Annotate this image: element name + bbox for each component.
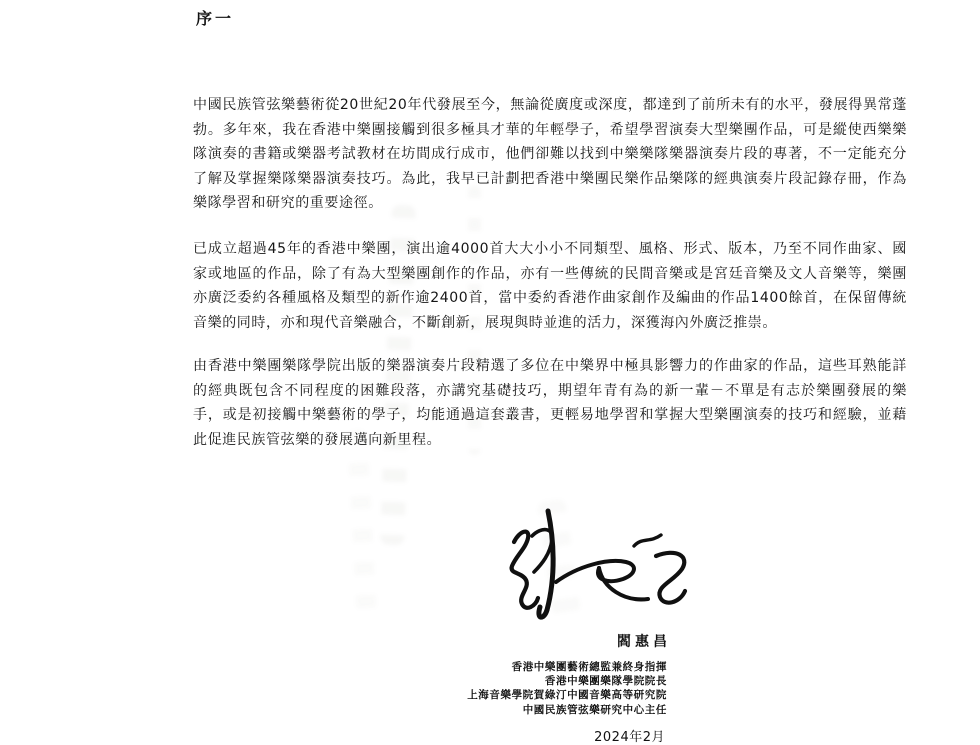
- preface-paragraph-2: 已成立超過45年的香港中樂團，演出逾4000首大大小小不同類型、風格、形式、版本，乃至不同作曲家、國家或地區的作品，除了有為大型樂團創作的作品，亦有一些傳統的民間音樂或是宮廷音樂及文人音樂等，樂團亦廣泛委約各種風格及類型的新作逾2400首，當中委約香港作曲家創作及編曲的作品1400餘首，在保留傳統音樂的同時，亦和現代音樂融合，不斷創新，展現與時並進的活力，深獲海內外廣泛推崇。: [193, 241, 907, 331]
- signatory-title-line: 香港中樂團樂隊學院院長: [544, 675, 667, 688]
- signatory-titles: [467, 660, 667, 717]
- signatory-title-line: 上海音樂學院賀綠汀中國音樂高等研究院: [467, 689, 667, 702]
- preface-paragraph-1: 中國民族管弦樂藝術從20世紀20年代發展至今，無論從廣度或深度，都達到了前所未有的水平，發展得異常蓬勃。多年來，我在香港中樂團接觸到很多極具才華的年輕學子，希望學習演奏大型樂團作品，可是縱使西樂樂隊演奏的書籍或樂器考試教材在坊間成行成市，他們卻難以找到中樂樂隊樂器演奏片段的專著，不一定能充分了解及掌握樂隊樂器演奏技巧。為此，我早已計劃把香港中樂團民樂作品樂隊的經典演奏片段記錄存冊，作為樂隊學習和研究的重要途徑。: [193, 97, 907, 211]
- signature-image: [486, 506, 714, 630]
- page-title: 序一: [196, 9, 235, 28]
- bleedthrough-artifact: [347, 430, 377, 621]
- signatory-title-line: 香港中樂團藝術總監兼終身指揮: [511, 661, 667, 673]
- signatory-name: 閻惠昌: [617, 634, 671, 650]
- signatory-title-line: 中國民族管弦樂研究中心主任: [522, 703, 667, 716]
- preface-paragraph-3: 由香港中樂團樂隊學院出版的樂器演奏片段精選了多位在中樂界中極具影響力的作曲家的作品，這些耳熟能詳的經典既包含不同程度的困難段落，亦講究基礎技巧，期望年青有為的新一輩－不單是有志於樂團發展的樂手，或是初接觸中樂藝術的學子，均能通過這套叢書，更輕易地學習和掌握大型樂團演奏的技巧和經驗，並藉此促進民族管弦樂的發展邁向新里程。: [193, 358, 907, 448]
- signatory-block: [467, 631, 671, 745]
- document-date: 2024年2月: [594, 729, 665, 745]
